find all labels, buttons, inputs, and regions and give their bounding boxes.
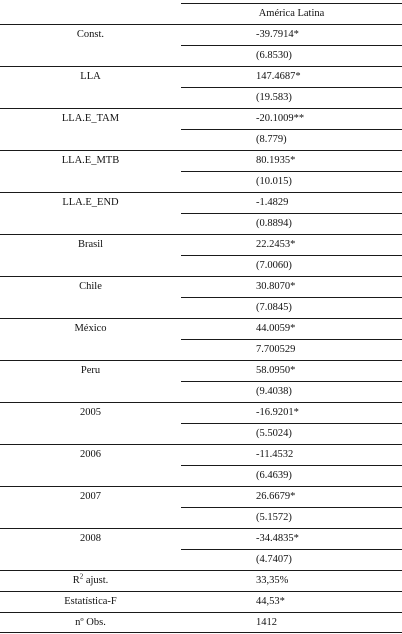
r2-value: 33,35%: [256, 575, 289, 586]
standard-error: (6.4639): [256, 470, 292, 481]
coefficient: 147.4687*: [256, 71, 301, 82]
coefficient: 30.8070*: [256, 281, 296, 292]
row-label: LLA.E_END: [62, 197, 119, 208]
row-label: Const.: [76, 29, 105, 40]
coefficient: 26.6679*: [256, 491, 296, 502]
row-label: LLA: [80, 71, 101, 82]
coefficient: -11.4532: [256, 449, 294, 460]
standard-error: (9.4038): [256, 386, 292, 397]
standard-error: (0.8894): [256, 218, 292, 229]
coefficient: 44.0059*: [256, 323, 296, 334]
r2-label-rest: ajust.: [83, 575, 109, 586]
observations-label: nº Obs.: [75, 617, 106, 628]
standard-error: 7.700529: [256, 344, 296, 355]
row-label: LLA.E_MTB: [61, 155, 120, 166]
row-label: 2005: [80, 407, 101, 418]
row-label: 2008: [80, 533, 101, 544]
coefficient: 80.1935*: [256, 155, 296, 166]
standard-error: (19.583): [256, 92, 292, 103]
row-label: Chile: [79, 281, 102, 292]
f-statistic-value: 44,53*: [256, 596, 285, 607]
row-label: LLA.E_TAM: [61, 113, 120, 124]
coefficient: 22.2453*: [256, 239, 296, 250]
standard-error: (7.0845): [256, 302, 292, 313]
r2-label-base: R: [72, 575, 80, 586]
row-divider: [181, 129, 402, 130]
row-label: 2007: [80, 491, 101, 502]
standard-error: (5.5024): [256, 428, 292, 439]
standard-error: (5.1572): [256, 512, 292, 523]
observations-value: 1412: [256, 617, 277, 628]
r2-label-superscript: 2: [79, 572, 84, 581]
coefficient: 58.0950*: [256, 365, 296, 376]
r2-label: [0, 570, 181, 591]
column-header: América Latina: [258, 8, 325, 19]
coefficient: -1.4829: [256, 197, 289, 208]
standard-error: (7.0060): [256, 260, 292, 271]
f-statistic-label: Estatística-F: [64, 596, 117, 607]
row-label: Brasil: [77, 239, 104, 250]
row-label: México: [74, 323, 107, 334]
coefficient: -39.7914*: [256, 29, 299, 40]
bottom-rule: [0, 632, 402, 633]
standard-error: (6.8530): [256, 50, 292, 61]
row-label: 2006: [80, 449, 101, 460]
coefficient: -20.1009**: [256, 113, 305, 124]
standard-error: (10.015): [256, 176, 292, 187]
row-label: Peru: [80, 365, 101, 376]
coefficient: -34.4835*: [256, 533, 299, 544]
standard-error: (8.779): [256, 134, 287, 145]
standard-error: (4.7407): [256, 554, 292, 565]
coefficient: -16.9201*: [256, 407, 299, 418]
